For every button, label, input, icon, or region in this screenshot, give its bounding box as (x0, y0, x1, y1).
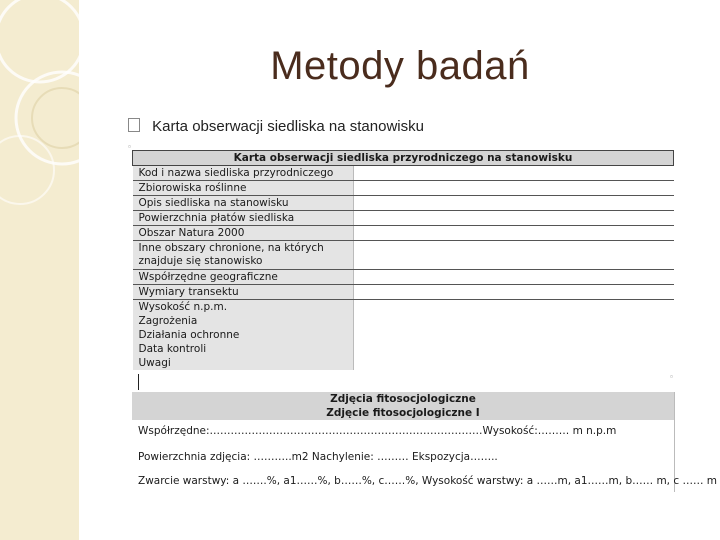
slide-title: Metody badań (270, 44, 530, 88)
row-label: Uwagi (133, 356, 354, 370)
row-value (353, 342, 674, 356)
row-value (353, 314, 674, 328)
table-row (133, 181, 674, 196)
resize-handle-icon: ▫ (670, 372, 673, 381)
row-value (353, 328, 674, 342)
card-header: Karta obserwacji siedliska przyrodniczego na stanowisku (133, 151, 674, 166)
row-value (353, 196, 674, 211)
row-label: Inne obszary chronione, na których znajduje się stanowisko (133, 241, 354, 270)
fito-header: Zdjęcia fitosocjologiczne (132, 392, 674, 406)
row-value (353, 181, 674, 196)
row-label: Data kontroli (133, 342, 354, 356)
observation-card-table (132, 150, 674, 370)
table-row (133, 300, 674, 315)
resize-handle-icon: ▫ (128, 142, 131, 151)
row-label: Zbiorowiska roślinne (133, 181, 354, 196)
row-value (353, 166, 674, 181)
row-value (353, 270, 674, 285)
table-row (133, 166, 674, 181)
bullet-item (128, 118, 424, 135)
row-value (353, 226, 674, 241)
fito-subheader: Zdjęcie fitosocjologiczne I (132, 406, 674, 420)
phytosociological-section (132, 392, 718, 488)
table-row (133, 285, 674, 300)
row-label: Obszar Natura 2000 (133, 226, 354, 241)
fito-coordinates-line: Współrzędne:……………………………………………………………………Wysokość:……… m n.p.m (138, 425, 617, 437)
bullet-text: Karta obserwacji siedliska na stanowisku (152, 118, 424, 135)
row-value (353, 211, 674, 226)
row-value (353, 300, 674, 315)
decorative-circles-graphic (0, 0, 79, 540)
table-row (133, 328, 674, 342)
table-row (133, 270, 674, 285)
row-label: Kod i nazwa siedliska przyrodniczego (133, 166, 354, 181)
row-label: Zagrożenia (133, 314, 354, 328)
row-value (353, 356, 674, 370)
row-value (353, 285, 674, 300)
bullet-square-icon (128, 118, 140, 132)
row-label: Wysokość n.p.m. (133, 300, 354, 315)
table-row (133, 226, 674, 241)
row-value (353, 241, 674, 270)
row-label: Współrzędne geograficzne (133, 270, 354, 285)
row-label: Opis siedliska na stanowisku (133, 196, 354, 211)
fito-area-line: Powierzchnia zdjęcia: ………..m2 Nachylenie: ……… Ekspozycja…….. (138, 451, 498, 463)
table-row (133, 241, 674, 270)
table-row (133, 196, 674, 211)
row-label: Działania ochronne (133, 328, 354, 342)
text-cursor (138, 374, 139, 390)
row-label: Wymiary transektu (133, 285, 354, 300)
row-label: Powierzchnia płatów siedliska (133, 211, 354, 226)
table-row (133, 356, 674, 370)
decorative-side-strip (0, 0, 79, 540)
table-row (133, 211, 674, 226)
table-row (133, 314, 674, 328)
fito-cover-line: Zwarcie warstwy: a …….%, a1……%, b……%, c……%, Wysokość warstwy: a ……m, a1……m, b…… m, c …… m (138, 475, 718, 487)
embedded-document-image (128, 142, 718, 493)
table-row (133, 342, 674, 356)
